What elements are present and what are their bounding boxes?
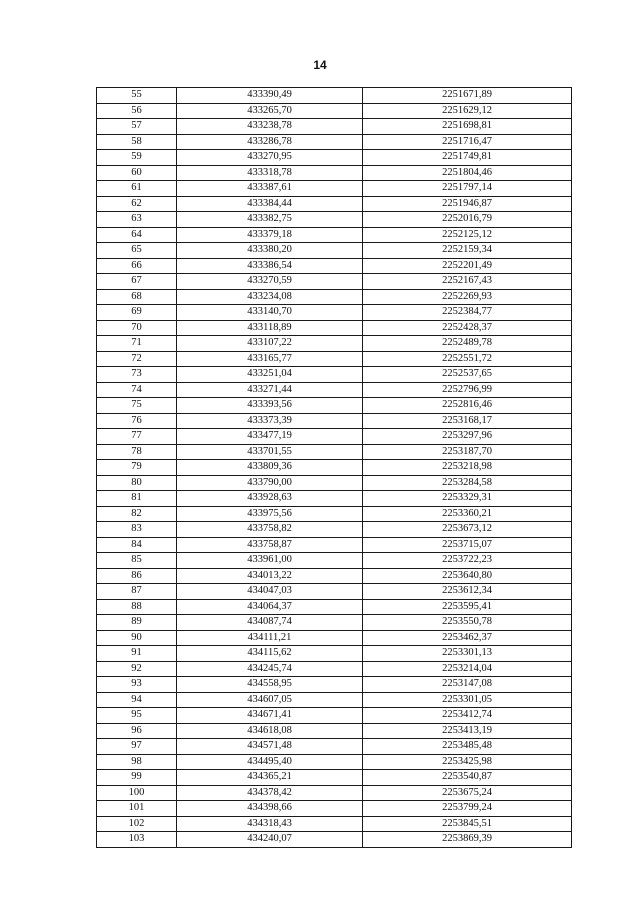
- point-number-cell: 73: [97, 367, 177, 383]
- point-number-cell: 62: [97, 196, 177, 212]
- y-coordinate-cell: 2253425,98: [363, 754, 572, 770]
- table-row: [97, 739, 572, 755]
- x-coordinate-cell: 434013,22: [177, 568, 363, 584]
- y-coordinate-cell: 2253187,70: [363, 444, 572, 460]
- x-coordinate-cell: 434240,07: [177, 832, 363, 848]
- point-number-cell: 56: [97, 103, 177, 119]
- y-coordinate-cell: 2252537,65: [363, 367, 572, 383]
- y-coordinate-cell: 2252016,79: [363, 212, 572, 228]
- y-coordinate-cell: 2253722,23: [363, 553, 572, 569]
- page-number: 14: [313, 58, 327, 72]
- point-number-cell: 83: [97, 522, 177, 538]
- point-number-cell: 80: [97, 475, 177, 491]
- point-number-cell: 67: [97, 274, 177, 290]
- y-coordinate-cell: 2253595,41: [363, 599, 572, 615]
- y-coordinate-cell: 2252551,72: [363, 351, 572, 367]
- point-number-cell: 99: [97, 770, 177, 786]
- point-number-cell: 71: [97, 336, 177, 352]
- table-row: [97, 599, 572, 615]
- x-coordinate-cell: 434111,21: [177, 630, 363, 646]
- table-row: [97, 367, 572, 383]
- table-row: [97, 88, 572, 104]
- x-coordinate-cell: 433961,00: [177, 553, 363, 569]
- table-row: [97, 351, 572, 367]
- point-number-cell: 85: [97, 553, 177, 569]
- table-row: [97, 522, 572, 538]
- point-number-cell: 100: [97, 785, 177, 801]
- point-number-cell: 77: [97, 429, 177, 445]
- y-coordinate-cell: 2253799,24: [363, 801, 572, 817]
- table-row: [97, 506, 572, 522]
- y-coordinate-cell: 2251716,47: [363, 134, 572, 150]
- table-row: [97, 475, 572, 491]
- table-row: [97, 305, 572, 321]
- table-row: [97, 584, 572, 600]
- y-coordinate-cell: 2252167,43: [363, 274, 572, 290]
- x-coordinate-cell: 433251,04: [177, 367, 363, 383]
- table-row: [97, 801, 572, 817]
- table-row: [97, 134, 572, 150]
- point-number-cell: 97: [97, 739, 177, 755]
- y-coordinate-cell: 2253550,78: [363, 615, 572, 631]
- x-coordinate-cell: 433809,36: [177, 460, 363, 476]
- table-row: [97, 785, 572, 801]
- table-row: [97, 677, 572, 693]
- table-row: [97, 646, 572, 662]
- y-coordinate-cell: 2251698,81: [363, 119, 572, 135]
- x-coordinate-cell: 433387,61: [177, 181, 363, 197]
- table-row: [97, 429, 572, 445]
- y-coordinate-cell: 2252125,12: [363, 227, 572, 243]
- x-coordinate-cell: 433758,87: [177, 537, 363, 553]
- x-coordinate-cell: 434378,42: [177, 785, 363, 801]
- point-number-cell: 101: [97, 801, 177, 817]
- table-row: [97, 568, 572, 584]
- table-row: [97, 165, 572, 181]
- x-coordinate-cell: 433393,56: [177, 398, 363, 414]
- x-coordinate-cell: 433318,78: [177, 165, 363, 181]
- x-coordinate-cell: 434607,05: [177, 692, 363, 708]
- table-row: [97, 212, 572, 228]
- table-row: [97, 320, 572, 336]
- table-row: [97, 615, 572, 631]
- table-row: [97, 816, 572, 832]
- y-coordinate-cell: 2253412,74: [363, 708, 572, 724]
- y-coordinate-cell: 2253640,80: [363, 568, 572, 584]
- point-number-cell: 66: [97, 258, 177, 274]
- point-number-cell: 59: [97, 150, 177, 166]
- table-row: [97, 723, 572, 739]
- y-coordinate-cell: 2253869,39: [363, 832, 572, 848]
- table-row: [97, 413, 572, 429]
- point-number-cell: 98: [97, 754, 177, 770]
- x-coordinate-cell: 434318,43: [177, 816, 363, 832]
- table-row: [97, 754, 572, 770]
- y-coordinate-cell: 2252428,37: [363, 320, 572, 336]
- x-coordinate-cell: 434571,48: [177, 739, 363, 755]
- point-number-cell: 86: [97, 568, 177, 584]
- point-number-cell: 68: [97, 289, 177, 305]
- point-number-cell: 82: [97, 506, 177, 522]
- y-coordinate-cell: 2251671,89: [363, 88, 572, 104]
- point-number-cell: 90: [97, 630, 177, 646]
- point-number-cell: 57: [97, 119, 177, 135]
- y-coordinate-cell: 2253360,21: [363, 506, 572, 522]
- x-coordinate-cell: 434558,95: [177, 677, 363, 693]
- y-coordinate-cell: 2253845,51: [363, 816, 572, 832]
- x-coordinate-cell: 433271,44: [177, 382, 363, 398]
- table-row: [97, 444, 572, 460]
- y-coordinate-cell: 2253284,58: [363, 475, 572, 491]
- table-row: [97, 460, 572, 476]
- x-coordinate-cell: 434245,74: [177, 661, 363, 677]
- y-coordinate-cell: 2253485,48: [363, 739, 572, 755]
- coordinates-table-body: [97, 88, 572, 848]
- point-number-cell: 92: [97, 661, 177, 677]
- x-coordinate-cell: 434365,21: [177, 770, 363, 786]
- x-coordinate-cell: 433118,89: [177, 320, 363, 336]
- y-coordinate-cell: 2253462,37: [363, 630, 572, 646]
- x-coordinate-cell: 434047,03: [177, 584, 363, 600]
- y-coordinate-cell: 2252816,46: [363, 398, 572, 414]
- x-coordinate-cell: 433265,70: [177, 103, 363, 119]
- table-row: [97, 770, 572, 786]
- x-coordinate-cell: 433238,78: [177, 119, 363, 135]
- point-number-cell: 75: [97, 398, 177, 414]
- point-number-cell: 72: [97, 351, 177, 367]
- x-coordinate-cell: 433382,75: [177, 212, 363, 228]
- table-row: [97, 382, 572, 398]
- table-row: [97, 336, 572, 352]
- x-coordinate-cell: 433477,19: [177, 429, 363, 445]
- point-number-cell: 88: [97, 599, 177, 615]
- table-row: [97, 708, 572, 724]
- x-coordinate-cell: 433975,56: [177, 506, 363, 522]
- table-row: [97, 398, 572, 414]
- x-coordinate-cell: 433373,39: [177, 413, 363, 429]
- table-row: [97, 832, 572, 848]
- point-number-cell: 78: [97, 444, 177, 460]
- table-row: [97, 661, 572, 677]
- table-row: [97, 274, 572, 290]
- table-row: [97, 630, 572, 646]
- x-coordinate-cell: 434398,66: [177, 801, 363, 817]
- x-coordinate-cell: 433386,54: [177, 258, 363, 274]
- y-coordinate-cell: 2253612,34: [363, 584, 572, 600]
- point-number-cell: 76: [97, 413, 177, 429]
- y-coordinate-cell: 2253675,24: [363, 785, 572, 801]
- point-number-cell: 93: [97, 677, 177, 693]
- x-coordinate-cell: 434495,40: [177, 754, 363, 770]
- y-coordinate-cell: 2252201,49: [363, 258, 572, 274]
- x-coordinate-cell: 433380,20: [177, 243, 363, 259]
- table-row: [97, 227, 572, 243]
- y-coordinate-cell: 2253297,96: [363, 429, 572, 445]
- y-coordinate-cell: 2253218,98: [363, 460, 572, 476]
- y-coordinate-cell: 2252384,77: [363, 305, 572, 321]
- x-coordinate-cell: 433379,18: [177, 227, 363, 243]
- table-row: [97, 692, 572, 708]
- table-row: [97, 289, 572, 305]
- y-coordinate-cell: 2251749,81: [363, 150, 572, 166]
- point-number-cell: 61: [97, 181, 177, 197]
- point-number-cell: 94: [97, 692, 177, 708]
- point-number-cell: 96: [97, 723, 177, 739]
- y-coordinate-cell: 2253168,17: [363, 413, 572, 429]
- x-coordinate-cell: 434671,41: [177, 708, 363, 724]
- point-number-cell: 91: [97, 646, 177, 662]
- point-number-cell: 65: [97, 243, 177, 259]
- point-number-cell: 74: [97, 382, 177, 398]
- x-coordinate-cell: 433140,70: [177, 305, 363, 321]
- point-number-cell: 79: [97, 460, 177, 476]
- x-coordinate-cell: 433107,22: [177, 336, 363, 352]
- point-number-cell: 81: [97, 491, 177, 507]
- y-coordinate-cell: 2251629,12: [363, 103, 572, 119]
- x-coordinate-cell: 433928,63: [177, 491, 363, 507]
- x-coordinate-cell: 433701,55: [177, 444, 363, 460]
- point-number-cell: 89: [97, 615, 177, 631]
- table-row: [97, 553, 572, 569]
- x-coordinate-cell: 433790,00: [177, 475, 363, 491]
- y-coordinate-cell: 2253147,08: [363, 677, 572, 693]
- point-number-cell: 70: [97, 320, 177, 336]
- table-row: [97, 119, 572, 135]
- table-row: [97, 491, 572, 507]
- table-row: [97, 537, 572, 553]
- point-number-cell: 58: [97, 134, 177, 150]
- table-row: [97, 196, 572, 212]
- x-coordinate-cell: 433758,82: [177, 522, 363, 538]
- x-coordinate-cell: 433270,95: [177, 150, 363, 166]
- table-row: [97, 258, 572, 274]
- x-coordinate-cell: 433384,44: [177, 196, 363, 212]
- point-number-cell: 64: [97, 227, 177, 243]
- x-coordinate-cell: 433165,77: [177, 351, 363, 367]
- point-number-cell: 87: [97, 584, 177, 600]
- y-coordinate-cell: 2253413,19: [363, 723, 572, 739]
- coordinates-table: [96, 87, 572, 848]
- y-coordinate-cell: 2253673,12: [363, 522, 572, 538]
- x-coordinate-cell: 434618,08: [177, 723, 363, 739]
- point-number-cell: 60: [97, 165, 177, 181]
- point-number-cell: 103: [97, 832, 177, 848]
- x-coordinate-cell: 434087,74: [177, 615, 363, 631]
- y-coordinate-cell: 2251804,46: [363, 165, 572, 181]
- y-coordinate-cell: 2253715,07: [363, 537, 572, 553]
- y-coordinate-cell: 2252796,99: [363, 382, 572, 398]
- x-coordinate-cell: 434115,62: [177, 646, 363, 662]
- table-row: [97, 103, 572, 119]
- x-coordinate-cell: 433234,08: [177, 289, 363, 305]
- y-coordinate-cell: 2253329,31: [363, 491, 572, 507]
- x-coordinate-cell: 433286,78: [177, 134, 363, 150]
- point-number-cell: 102: [97, 816, 177, 832]
- point-number-cell: 69: [97, 305, 177, 321]
- y-coordinate-cell: 2253214,04: [363, 661, 572, 677]
- y-coordinate-cell: 2251797,14: [363, 181, 572, 197]
- point-number-cell: 55: [97, 88, 177, 104]
- table-row: [97, 150, 572, 166]
- point-number-cell: 84: [97, 537, 177, 553]
- x-coordinate-cell: 434064,37: [177, 599, 363, 615]
- y-coordinate-cell: 2253540,87: [363, 770, 572, 786]
- table-row: [97, 243, 572, 259]
- x-coordinate-cell: 433390,49: [177, 88, 363, 104]
- y-coordinate-cell: 2252489,78: [363, 336, 572, 352]
- point-number-cell: 63: [97, 212, 177, 228]
- point-number-cell: 95: [97, 708, 177, 724]
- y-coordinate-cell: 2252269,93: [363, 289, 572, 305]
- y-coordinate-cell: 2251946,87: [363, 196, 572, 212]
- table-row: [97, 181, 572, 197]
- y-coordinate-cell: 2253301,05: [363, 692, 572, 708]
- y-coordinate-cell: 2252159,34: [363, 243, 572, 259]
- x-coordinate-cell: 433270,59: [177, 274, 363, 290]
- y-coordinate-cell: 2253301,13: [363, 646, 572, 662]
